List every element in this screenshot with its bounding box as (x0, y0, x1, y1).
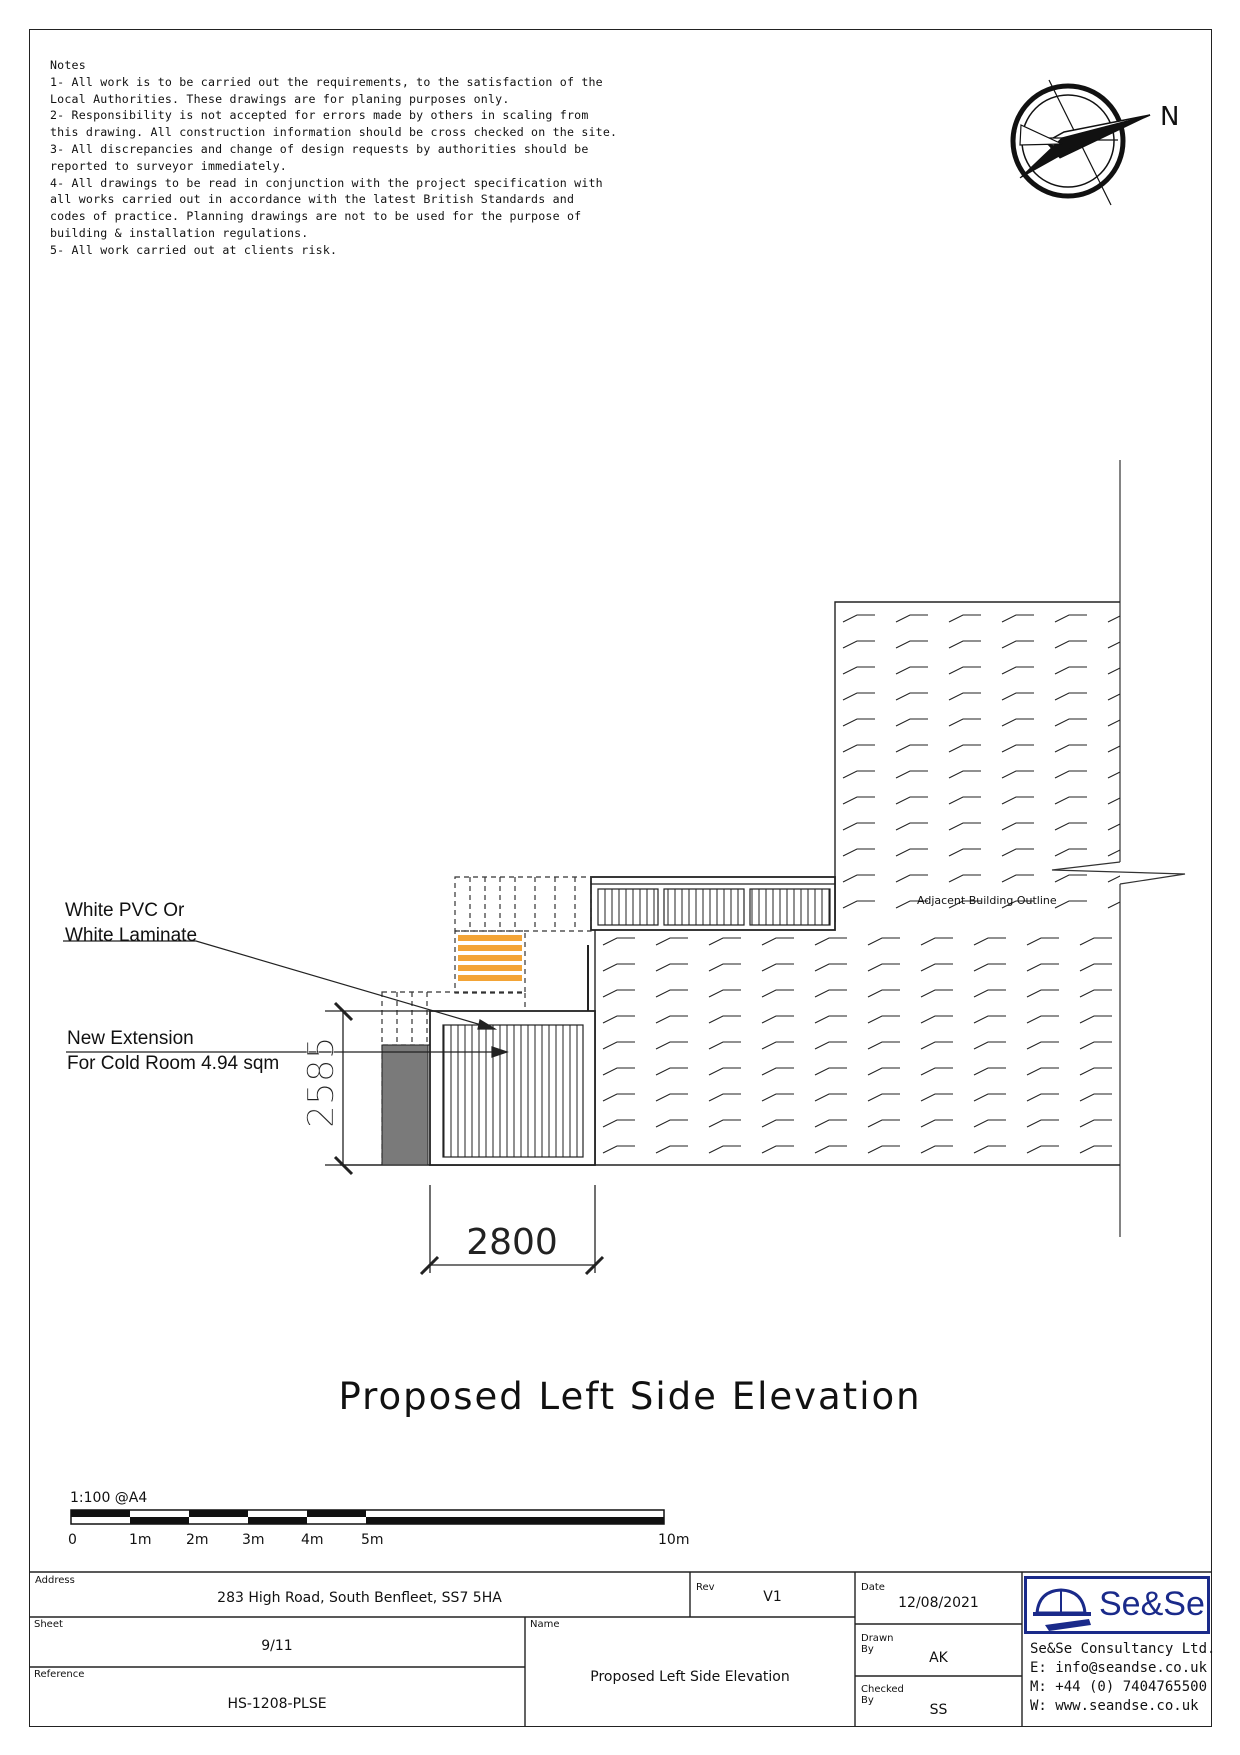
scale-bar (71, 1510, 664, 1524)
side-wall-section (382, 1045, 428, 1165)
name-label: Name (530, 1619, 560, 1630)
company-phone: M: +44 (0) 7404765500 (1030, 1679, 1208, 1695)
hard-hat-icon (1031, 1581, 1095, 1631)
note-line: codes of practice. Planning drawings are not to be used for the purpose of (50, 209, 582, 224)
width-dimension-label: 2800 (466, 1222, 558, 1263)
balcony-railing (591, 877, 835, 930)
drawn-by-label: Drawn By (861, 1633, 894, 1655)
drawing-title: Proposed Left Side Elevation (338, 1375, 922, 1418)
extension-callout-line2: For Cold Room 4.94 sqm (67, 1053, 280, 1074)
note-line: 1- All work is to be carried out the requirements, to the satisfaction of the (50, 74, 603, 89)
company-web: W: www.seandse.co.uk (1030, 1698, 1199, 1714)
note-line: reported to surveyor immediately. (50, 158, 287, 173)
note-line: 3- All discrepancies and change of design requests by authorities should be (50, 141, 589, 156)
note-line: all works carried out in accordance with the latest British Standards and (50, 192, 575, 207)
north-label: N (1160, 102, 1180, 132)
company-email: E: info@seandse.co.uk (1030, 1660, 1208, 1676)
checked-by-value: SS (929, 1702, 948, 1718)
scale-tick-label: 5m (361, 1532, 384, 1548)
name-value: Proposed Left Side Elevation (590, 1669, 790, 1685)
notes-heading: Notes (50, 58, 86, 72)
scale-tick-label: 2m (186, 1532, 209, 1548)
rev-value: V1 (763, 1589, 782, 1605)
company-name: Se&Se Consultancy Ltd. (1030, 1641, 1216, 1657)
adjacent-building-lower (595, 925, 1120, 1165)
new-extension (430, 1011, 595, 1165)
adjacent-building-upper (835, 602, 1120, 922)
checked-by-label: Checked By (861, 1684, 904, 1706)
scale-tick-label: 0 (68, 1532, 77, 1548)
note-line: this drawing. All construction information should be cross checked on the site. (50, 125, 618, 140)
scale-tick-label: 4m (301, 1532, 324, 1548)
sheet-label: Sheet (34, 1619, 63, 1630)
sheet-value: 9/11 (261, 1638, 293, 1654)
note-line: Local Authorities. These drawings are for planing purposes only. (50, 91, 510, 106)
scale-text: 1:100 @A4 (70, 1490, 148, 1506)
drawn-by-value: AK (929, 1650, 948, 1666)
company-details (1030, 1640, 1215, 1716)
note-line: 2- Responsibility is not accepted for errors made by others in scaling from (50, 108, 589, 123)
note-line: 5- All work carried out at clients risk. (50, 242, 338, 257)
reference-value: HS-1208-PLSE (227, 1696, 327, 1712)
height-dimension-label: 2585 (301, 1036, 342, 1128)
rev-label: Rev (696, 1582, 715, 1593)
company-logo (1024, 1576, 1210, 1634)
scale-tick-label: 1m (129, 1532, 152, 1548)
extension-callout-line1: New Extension (67, 1028, 194, 1049)
logo-text: Se&Se (1099, 1585, 1205, 1623)
material-callout-line1: White PVC Or (65, 900, 185, 921)
adjacent-building-label: Adjacent Building Outline (917, 894, 1057, 907)
scale-tick-label: 3m (242, 1532, 265, 1548)
address-label: Address (35, 1575, 75, 1586)
stair-treads (458, 935, 522, 981)
address-value: 283 High Road, South Benfleet, SS7 5HA (217, 1590, 502, 1606)
date-value: 12/08/2021 (898, 1595, 979, 1611)
material-callout-line2: White Laminate (65, 925, 198, 946)
compass-icon (1013, 80, 1150, 205)
date-label: Date (861, 1582, 885, 1593)
reference-label: Reference (34, 1669, 85, 1680)
note-line: 4- All drawings to be read in conjunction with the project specification with (50, 175, 603, 190)
note-line: building & installation regulations. (50, 225, 309, 240)
scale-tick-label: 10m (658, 1532, 690, 1548)
